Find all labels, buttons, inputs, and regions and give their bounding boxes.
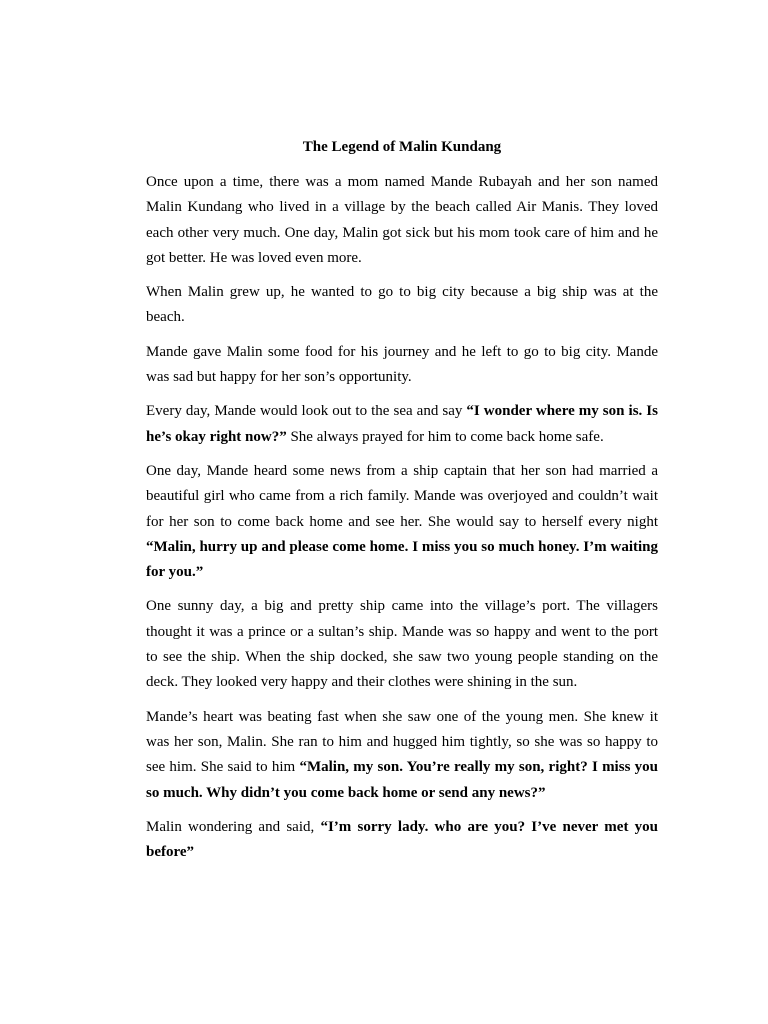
paragraph <box>146 815 658 866</box>
quoted-speech: “Malin, hurry up and please come home. I miss you so much honey. I’m waiting for you.” <box>146 538 658 581</box>
paragraph-text: Once upon a time, there was a mom named Mande Rubayah and her son named Malin Kundang who lived in a village by the beach called Air Manis. They loved each other very much. One day, Malin got sick but his mom took care of him and he got better. He was loved even more. <box>146 174 658 266</box>
quoted-speech: “Malin, my son. You’re really my son, right? I miss you so much. Why didn’t you come back home or send any news?” <box>146 759 659 801</box>
paragraph-text: Mande gave Malin some food for his journey and he left to go to big city. Mande was sad but happy for her son’s opportunity. <box>146 343 658 386</box>
paragraph <box>146 705 658 806</box>
paragraph <box>146 459 658 585</box>
paragraph <box>146 170 658 271</box>
paragraph-text: One sunny day, a big and pretty ship came into the village’s port. The villagers thought it was a prince or a sultan’s ship. Mande was so happy and went to the port to see the ship. When the ship docked, she saw two young people standing on the deck. They looked very happy and their clothes were shining in the sun. <box>146 598 658 691</box>
paragraph <box>146 399 658 450</box>
paragraph-text: When Malin grew up, he wanted to go to big city because a big ship was at the beach. <box>146 284 658 326</box>
paragraph-text: Mande’s heart was beating fast when she saw one of the young men. She knew it was her son, Malin. She ran to him and hugged him tightly, so she was so happy to see him. She said to him <box>146 708 658 776</box>
paragraph-text: One day, Mande heard some news from a ship captain that her son had married a beautiful girl who came from a rich family. Mande was overjoyed and couldn’t wait for her son to come back home and see her. She would say to herself every night <box>146 462 658 530</box>
document-title: The Legend of Malin Kundang <box>302 139 502 155</box>
paragraph <box>146 280 658 331</box>
paragraph-text: Every day, Mande would look out to the sea and say <box>146 403 467 420</box>
quoted-speech: “I’m sorry lady. who are you? I’ve never met you before” <box>146 818 659 861</box>
document-body <box>146 170 658 865</box>
paragraph-text: Malin wondering and said, <box>146 818 321 835</box>
quoted-speech: “I wonder where my son is. Is he’s okay right now?” <box>146 403 658 445</box>
paragraph <box>146 340 658 391</box>
paragraph <box>146 594 658 695</box>
paragraph-text: She always prayed for him to come back home safe. <box>286 428 604 445</box>
